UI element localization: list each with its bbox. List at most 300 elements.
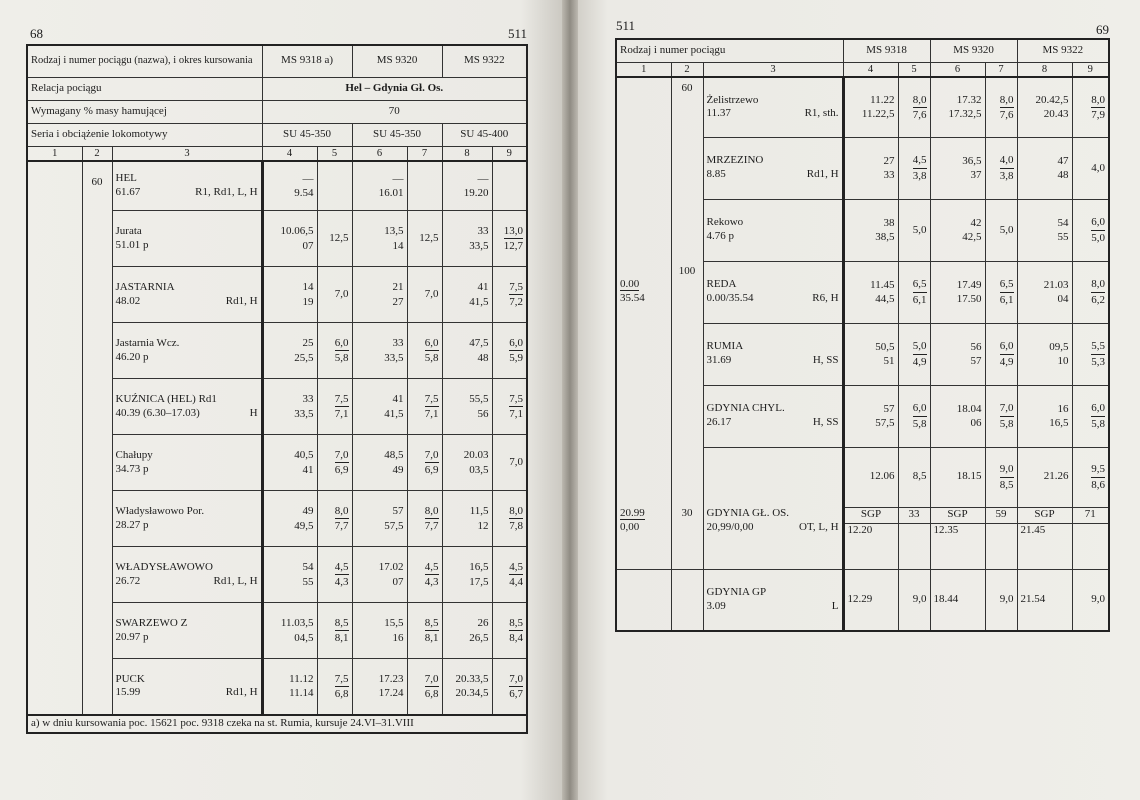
run-cell xyxy=(985,261,1017,323)
station-info: H, SS xyxy=(812,416,839,429)
time-cell xyxy=(262,379,317,435)
time-cell xyxy=(442,161,492,211)
run-cell xyxy=(985,77,1017,137)
time-cell xyxy=(843,77,898,137)
time-cell xyxy=(1017,77,1072,137)
run-cell xyxy=(407,547,442,603)
speed-reduced-value: 4,3 xyxy=(334,576,349,589)
run-cell xyxy=(1072,323,1109,385)
run-cell xyxy=(492,323,527,379)
time-departure: 37 xyxy=(970,169,982,182)
brake-label: Wymagany % masy hamującej xyxy=(27,100,262,123)
time-cell xyxy=(442,603,492,659)
time-arrival: 11.12 xyxy=(289,673,314,686)
time-arrival: 11.22 xyxy=(870,94,895,107)
speed-value: 5,0 xyxy=(912,223,927,236)
time-arrival: 13,5 xyxy=(384,225,404,238)
station-cell xyxy=(703,447,843,507)
run-cell xyxy=(898,137,930,199)
loco-label: Seria i obciążenie lokomotywy xyxy=(27,123,262,146)
time-cell xyxy=(930,261,985,323)
time-departure: 49 xyxy=(392,463,404,476)
run-cell xyxy=(1072,261,1109,323)
km-value: 20.99 xyxy=(620,507,645,520)
time-arrival: 54 xyxy=(1057,216,1069,229)
speed-reduced-value: 6,1 xyxy=(999,293,1014,306)
time-arrival: 33 xyxy=(302,393,314,406)
speed-value: 6,0 xyxy=(1091,401,1105,416)
time-arrival: 17.32 xyxy=(956,94,982,107)
station-name: KUŹNICA (HEL) Rd1 xyxy=(115,392,217,405)
time-cell xyxy=(1017,137,1072,199)
time-arrival: 41 xyxy=(477,281,489,294)
speed-reduced-value: 5,8 xyxy=(334,352,349,365)
speed-value: 5,0 xyxy=(999,223,1014,236)
km-cell xyxy=(616,261,671,323)
speed-reduced-value: 6,2 xyxy=(1091,293,1106,306)
time-departure: 26,5 xyxy=(469,631,489,644)
speed-value: 8,5 xyxy=(335,616,349,631)
run-cell xyxy=(898,323,930,385)
run-cell xyxy=(1072,447,1109,507)
time-cell xyxy=(930,77,985,137)
time-arrival: 33 xyxy=(392,337,404,350)
time-arrival: 54 xyxy=(302,561,314,574)
station-km: 26.17 xyxy=(706,416,732,429)
km-cell xyxy=(616,447,671,507)
speed-reduced-value: 7,2 xyxy=(509,296,524,309)
time-departure: 49,5 xyxy=(294,519,314,532)
time-departure: 57,5 xyxy=(875,417,895,430)
train-header: MS 9318 a) xyxy=(262,45,352,77)
time-departure: 19.20 xyxy=(463,186,489,199)
station-name: GDYNIA CHYL. xyxy=(706,402,785,415)
time-cell xyxy=(352,603,407,659)
relation-value: Hel – Gdynia Gł. Os. xyxy=(262,77,527,100)
col-index: 7 xyxy=(407,146,442,161)
station-info: Rd1, H xyxy=(806,168,839,181)
station-km: 20,99/0,00 xyxy=(706,520,754,533)
time-cell xyxy=(262,323,317,379)
time-arrival: 18.15 xyxy=(930,447,985,507)
speed-value: 4,5 xyxy=(509,560,523,575)
col1-cell xyxy=(27,161,82,715)
sgp-label: SGP xyxy=(843,507,898,523)
table-row xyxy=(616,569,1109,631)
time-cell xyxy=(352,211,407,267)
speed-value: 8,0 xyxy=(425,504,439,519)
time-departure: 41,5 xyxy=(469,295,489,308)
speed-reduced-value: 7,1 xyxy=(509,408,524,421)
run-cell xyxy=(407,603,442,659)
train-header: MS 9318 xyxy=(843,39,930,63)
speed-cell xyxy=(671,569,703,631)
speed-reduced-value: 3,8 xyxy=(999,169,1014,182)
table-row xyxy=(616,323,1109,385)
time-departure: 33,5 xyxy=(384,351,404,364)
time-arrival: 20.03 xyxy=(463,449,489,462)
time-cell xyxy=(352,435,407,491)
km-cell xyxy=(616,385,671,447)
speed-reduced-value: 7,6 xyxy=(999,108,1014,121)
speed-reduced-value: 8,6 xyxy=(1091,478,1106,491)
run-cell xyxy=(317,491,352,547)
time-departure: 14 xyxy=(392,239,404,252)
speed-value: 7,0 xyxy=(425,672,439,687)
time-departure: 9.54 xyxy=(294,186,314,199)
speed-reduced-value: 4,9 xyxy=(912,355,927,368)
station-km: 15.99 xyxy=(115,686,141,699)
col-index: 2 xyxy=(82,146,112,161)
station-km: 11.37 xyxy=(706,107,731,120)
run-cell xyxy=(492,161,527,211)
brake-value: 70 xyxy=(262,100,527,123)
book-gutter xyxy=(562,0,578,800)
station-cell xyxy=(703,77,843,137)
train-label: Rodzaj i numer pociągu (nazwa), i okres kursowania xyxy=(27,45,262,77)
time-departure: 16.01 xyxy=(378,186,404,199)
time-departure: 17.50 xyxy=(956,293,982,306)
speed-value: 5,5 xyxy=(1091,339,1105,354)
timetable-left xyxy=(26,44,528,734)
station-cell xyxy=(112,435,262,491)
time-arrival: 49 xyxy=(302,505,314,518)
speed-value: 8,0 xyxy=(1091,277,1105,292)
station-cell xyxy=(112,379,262,435)
speed-value: 8,5 xyxy=(509,616,523,631)
speed-value: 7,5 xyxy=(509,392,523,407)
time-cell xyxy=(352,161,407,211)
time-departure: 17,5 xyxy=(469,575,489,588)
speed-reduced-value: 7,1 xyxy=(424,408,439,421)
time-departure: 57,5 xyxy=(384,519,404,532)
station-cell xyxy=(112,267,262,323)
run-cell xyxy=(1072,199,1109,261)
speed-value: 9,5 xyxy=(1091,462,1105,477)
run-cell xyxy=(407,379,442,435)
speed-value: 12,5 xyxy=(419,232,439,245)
speed-value: 8,5 xyxy=(425,616,439,631)
time-departure: 33 xyxy=(883,169,895,182)
run-cell xyxy=(898,385,930,447)
time-departure: 25,5 xyxy=(294,351,314,364)
station-km: 48.02 xyxy=(115,294,141,307)
speed-reduced-value: 12,7 xyxy=(503,240,524,253)
run-cell xyxy=(407,491,442,547)
run-cell xyxy=(317,267,352,323)
run-cell xyxy=(407,435,442,491)
time-cell xyxy=(262,211,317,267)
time-arrival: 15,5 xyxy=(384,617,404,630)
time-cell xyxy=(262,603,317,659)
time-arrival: 18.04 xyxy=(956,402,982,415)
time-departure: 04,5 xyxy=(294,631,314,644)
time-arrival: 16 xyxy=(1057,402,1069,415)
station-km: 34.73 p xyxy=(115,462,149,475)
col-index: 1 xyxy=(27,146,82,161)
speed-limit: 100 xyxy=(671,261,703,323)
time-cell xyxy=(352,491,407,547)
time-departure: 20.34,5 xyxy=(455,687,489,700)
time-departure: 48 xyxy=(1057,169,1069,182)
speed-reduced-value: 4,4 xyxy=(509,576,524,589)
run-cell xyxy=(985,523,1017,569)
station-km: 26.72 xyxy=(115,574,141,587)
col-index: 1 xyxy=(616,63,671,78)
time-cell xyxy=(442,491,492,547)
time-cell xyxy=(843,199,898,261)
run-cell xyxy=(317,659,352,715)
time-arrival: — xyxy=(302,172,314,185)
run-cell xyxy=(317,211,352,267)
col-index: 5 xyxy=(317,146,352,161)
col-index: 3 xyxy=(703,63,843,78)
time-arrival: 11.45 xyxy=(870,278,895,291)
run-cell xyxy=(985,323,1017,385)
time-arrival: 11,5 xyxy=(469,505,489,518)
time-arrival: 17.02 xyxy=(378,561,404,574)
run-cell xyxy=(898,199,930,261)
time-cell xyxy=(352,659,407,715)
time-cell xyxy=(442,211,492,267)
train-header: MS 9322 xyxy=(1017,39,1109,63)
time-arrival: 14 xyxy=(302,281,314,294)
time-departure: 12.20 xyxy=(843,523,898,569)
time-arrival: 48,5 xyxy=(384,449,404,462)
time-cell xyxy=(1017,323,1072,385)
run-cell xyxy=(985,137,1017,199)
speed-reduced-value: 4,9 xyxy=(999,355,1014,368)
station-cell xyxy=(703,199,843,261)
speed-reduced-value: 6,8 xyxy=(424,687,439,700)
speed-value: 4,5 xyxy=(913,153,927,168)
station-info: H xyxy=(249,406,258,419)
speed-limit xyxy=(671,199,703,261)
speed-value: 4,5 xyxy=(335,560,349,575)
loco-value: SU 45-400 xyxy=(442,123,527,146)
speed-value: 12,5 xyxy=(329,232,349,245)
time-cell xyxy=(843,261,898,323)
speed-reduced-value: 8,1 xyxy=(334,632,349,645)
speed-limit: 60 xyxy=(82,161,112,715)
timetable-right xyxy=(615,38,1110,632)
relation-label: Relacja pociągu xyxy=(27,77,262,100)
time-departure: 21.45 xyxy=(1017,523,1072,569)
run-cell xyxy=(317,547,352,603)
col-index: 7 xyxy=(985,63,1017,78)
time-arrival: 56 xyxy=(970,340,982,353)
station-info: R1, Rd1, L, H xyxy=(195,185,258,198)
page-number-right-train: 511 xyxy=(616,18,636,33)
train-header: MS 9322 xyxy=(442,45,527,77)
speed-reduced-value: 4,3 xyxy=(424,576,439,589)
km-value-2: 0,00 xyxy=(620,520,640,533)
page-number-left-train: 511 xyxy=(508,26,528,41)
speed-value: 8,0 xyxy=(335,504,349,519)
speed-value: 7,0 xyxy=(424,288,439,301)
station-cell xyxy=(703,323,843,385)
speed-value: 6,0 xyxy=(913,401,927,416)
time-cell xyxy=(930,199,985,261)
station-name: MRZEZINO xyxy=(706,154,764,167)
time-arrival: 50,5 xyxy=(875,340,895,353)
station-info: R6, H xyxy=(812,292,839,305)
station-name: Chałupy xyxy=(115,448,153,461)
col-index: 2 xyxy=(671,63,703,78)
time-arrival: 42 xyxy=(970,216,982,229)
run-cell xyxy=(1072,385,1109,447)
time-cell xyxy=(930,323,985,385)
speed-reduced-value: 3,8 xyxy=(912,169,927,182)
run-cell xyxy=(898,523,930,569)
run-cell xyxy=(898,77,930,137)
km-cell xyxy=(616,77,671,137)
run-cell xyxy=(985,385,1017,447)
time-arrival: 18.44 xyxy=(930,569,985,631)
run-cell xyxy=(1072,137,1109,199)
time-departure: 17.24 xyxy=(378,687,404,700)
time-arrival: — xyxy=(392,172,404,185)
time-departure: 12 xyxy=(477,519,489,532)
col-index: 9 xyxy=(492,146,527,161)
time-departure: 38,5 xyxy=(875,231,895,244)
time-departure: 07 xyxy=(392,575,404,588)
time-departure: 33,5 xyxy=(469,239,489,252)
speed-reduced-value: 6,8 xyxy=(334,687,349,700)
col-index: 5 xyxy=(898,63,930,78)
time-departure: 11.22,5 xyxy=(861,108,895,121)
station-cell xyxy=(703,261,843,323)
time-departure: 42,5 xyxy=(962,231,982,244)
station-cell xyxy=(703,137,843,199)
table-row xyxy=(616,77,1109,137)
station-km: 46.20 p xyxy=(115,350,149,363)
speed-value: 6,5 xyxy=(913,277,927,292)
speed-value: 6,0 xyxy=(1091,215,1105,230)
speed-value: 6,0 xyxy=(335,336,349,351)
table-row xyxy=(616,261,1109,323)
station-km: 20.97 p xyxy=(115,630,149,643)
station-name: REDA xyxy=(706,278,737,291)
station-name: HEL xyxy=(115,172,137,185)
footnote: a) w dniu kursowania poc. 15621 poc. 9318 czeka na st. Rumia, kursuje 24.VI–31.VIII xyxy=(27,715,527,733)
km-cell xyxy=(616,199,671,261)
time-arrival: 47 xyxy=(1057,154,1069,167)
station-km: 31.69 xyxy=(706,354,732,367)
time-departure: 16 xyxy=(392,631,404,644)
time-arrival: 11.03,5 xyxy=(280,617,314,630)
time-arrival: — xyxy=(477,172,489,185)
col-index: 6 xyxy=(930,63,985,78)
station-name: WŁADYSŁAWOWO xyxy=(115,560,213,573)
time-departure: 17.32,5 xyxy=(948,108,982,121)
time-departure: 06 xyxy=(970,417,982,430)
station-cell xyxy=(112,659,262,715)
speed-value: 4,0 xyxy=(1000,153,1014,168)
time-arrival: 16,5 xyxy=(469,561,489,574)
time-departure: 20.43 xyxy=(1043,108,1069,121)
time-arrival: 21.54 xyxy=(1017,569,1072,631)
sgp-row xyxy=(616,507,1109,523)
run-cell xyxy=(985,447,1017,507)
time-departure: 57 xyxy=(970,355,982,368)
speed-value: 9,0 xyxy=(1000,462,1014,477)
speed-value: 7,5 xyxy=(425,392,439,407)
speed-reduced-value: 8,1 xyxy=(424,632,439,645)
loco-value: SU 45-350 xyxy=(352,123,442,146)
time-arrival: 20.33,5 xyxy=(455,673,489,686)
speed-reduced-value: 8,5 xyxy=(999,478,1014,491)
station-name: Jurata xyxy=(115,224,142,237)
speed-value: 6,0 xyxy=(509,336,523,351)
time-departure: 41 xyxy=(302,463,314,476)
time-cell xyxy=(442,323,492,379)
sgp-number: 33 xyxy=(898,507,930,523)
station-name: Żelistrzewo xyxy=(706,93,759,106)
speed-reduced-value: 7,8 xyxy=(509,520,524,533)
speed-limit: 30 xyxy=(671,507,703,569)
speed-reduced-value: 5,8 xyxy=(1091,417,1106,430)
station-name: GDYNIA GP xyxy=(706,586,767,599)
time-arrival: 55,5 xyxy=(469,393,489,406)
speed-value: 8,0 xyxy=(509,504,523,519)
station-name: GDYNIA GŁ. OS. xyxy=(706,507,789,520)
run-cell xyxy=(317,161,352,211)
train-header: MS 9320 xyxy=(930,39,1017,63)
sgp-label: SGP xyxy=(930,507,985,523)
station-info: Rd1, H xyxy=(225,686,258,699)
run-cell xyxy=(898,261,930,323)
time-departure: 55 xyxy=(1057,231,1069,244)
time-cell xyxy=(930,137,985,199)
speed-reduced-value: 5,0 xyxy=(1091,231,1106,244)
time-cell xyxy=(262,491,317,547)
time-cell xyxy=(843,137,898,199)
time-departure: 44,5 xyxy=(875,293,895,306)
time-cell xyxy=(442,267,492,323)
run-time: 8,5 xyxy=(898,447,930,507)
right-stations xyxy=(616,77,1109,631)
speed-value: 7,5 xyxy=(335,672,349,687)
speed-reduced-value: 7,1 xyxy=(334,408,349,421)
run-cell xyxy=(492,267,527,323)
speed-limit xyxy=(671,385,703,447)
loco-value: SU 45-350 xyxy=(262,123,352,146)
time-cell xyxy=(442,547,492,603)
station-km: 0.00/35.54 xyxy=(706,292,754,305)
speed-value: 6,5 xyxy=(1000,277,1014,292)
station-name: SWARZEWO Z xyxy=(115,616,188,629)
time-departure: 12.35 xyxy=(930,523,985,569)
time-cell xyxy=(262,435,317,491)
time-cell xyxy=(930,385,985,447)
col-index: 4 xyxy=(843,63,898,78)
run-cell xyxy=(407,161,442,211)
time-cell xyxy=(1017,385,1072,447)
time-cell xyxy=(262,547,317,603)
time-cell xyxy=(262,659,317,715)
speed-limit xyxy=(671,137,703,199)
time-cell xyxy=(262,267,317,323)
speed-reduced-value: 6,9 xyxy=(334,464,349,477)
speed-reduced-value: 6,1 xyxy=(912,293,927,306)
time-departure: 04 xyxy=(1057,293,1069,306)
time-arrival: 09,5 xyxy=(1049,340,1069,353)
run-cell xyxy=(492,379,527,435)
station-info: L xyxy=(831,599,839,612)
time-arrival: 41 xyxy=(392,393,404,406)
train-label: Rodzaj i numer pociągu xyxy=(616,39,843,63)
